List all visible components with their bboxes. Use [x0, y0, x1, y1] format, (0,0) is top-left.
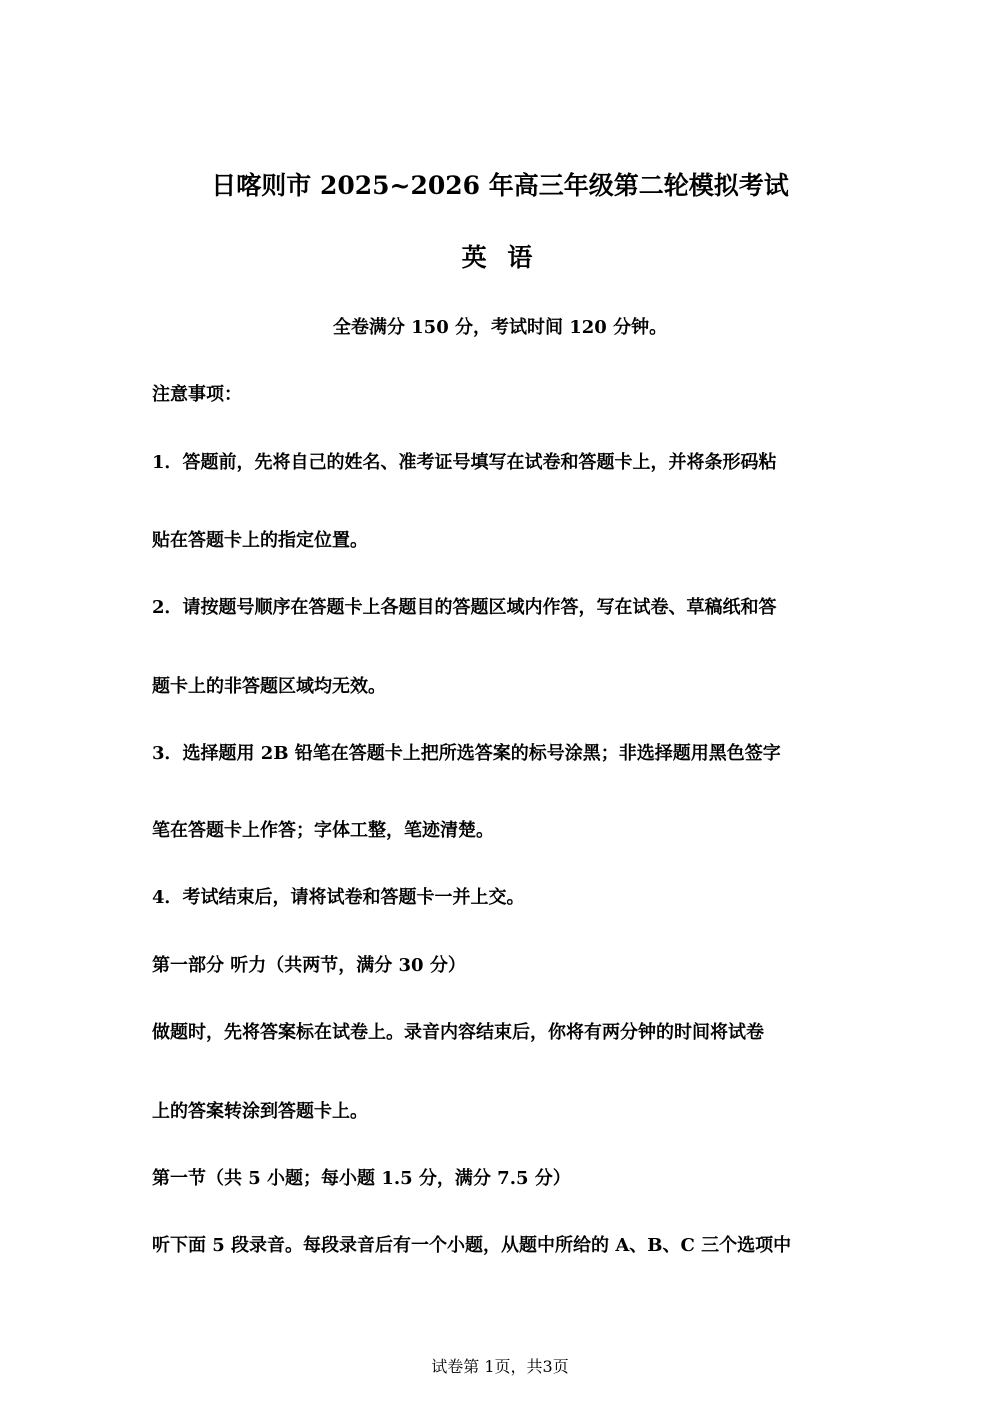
- part1-instruction-line-2: 上的答案转涂到答题卡上。: [152, 1101, 368, 1122]
- section1-instruction: 听下面 5 段录音。每段录音后有一个小题，从题中所给的 A、B、C 三个选项中: [152, 1235, 792, 1256]
- score-time-note: 全卷满分 150 分，考试时间 120 分钟。: [332, 317, 668, 338]
- notice-item-2-line-2: 题卡上的非答题区域均无效。: [152, 676, 386, 697]
- exam-subject: 英 语: [461, 243, 539, 272]
- notice-item-1-line-2: 贴在答题卡上的指定位置。: [152, 530, 368, 551]
- notice-item-1-line-1: 1．答题前，先将自己的姓名、准考证号填写在试卷和答题卡上，并将条形码粘: [152, 452, 777, 473]
- part1-heading: 第一部分 听力（共两节，满分 30 分）: [152, 955, 466, 976]
- page-footer: 试卷第 1页，共3页: [431, 1357, 569, 1376]
- part1-instruction-line-1: 做题时，先将答案标在试卷上。录音内容结束后，你将有两分钟的时间将试卷: [152, 1022, 764, 1043]
- notice-heading: 注意事项：: [152, 384, 242, 405]
- notice-item-2-line-1: 2．请按题号顺序在答题卡上各题目的答题区域内作答，写在试卷、草稿纸和答: [152, 597, 777, 618]
- exam-title: 日喀则市 2025~2026 年高三年级第二轮模拟考试: [211, 171, 789, 200]
- notice-item-4-line-1: 4．考试结束后，请将试卷和答题卡一并上交。: [152, 887, 525, 908]
- notice-item-3-line-2: 笔在答题卡上作答；字体工整，笔迹清楚。: [152, 820, 494, 841]
- notice-item-3-line-1: 3．选择题用 2B 铅笔在答题卡上把所选答案的标号涂黑；非选择题用黑色签字: [152, 743, 781, 764]
- section1-heading: 第一节（共 5 小题；每小题 1.5 分，满分 7.5 分）: [152, 1168, 571, 1189]
